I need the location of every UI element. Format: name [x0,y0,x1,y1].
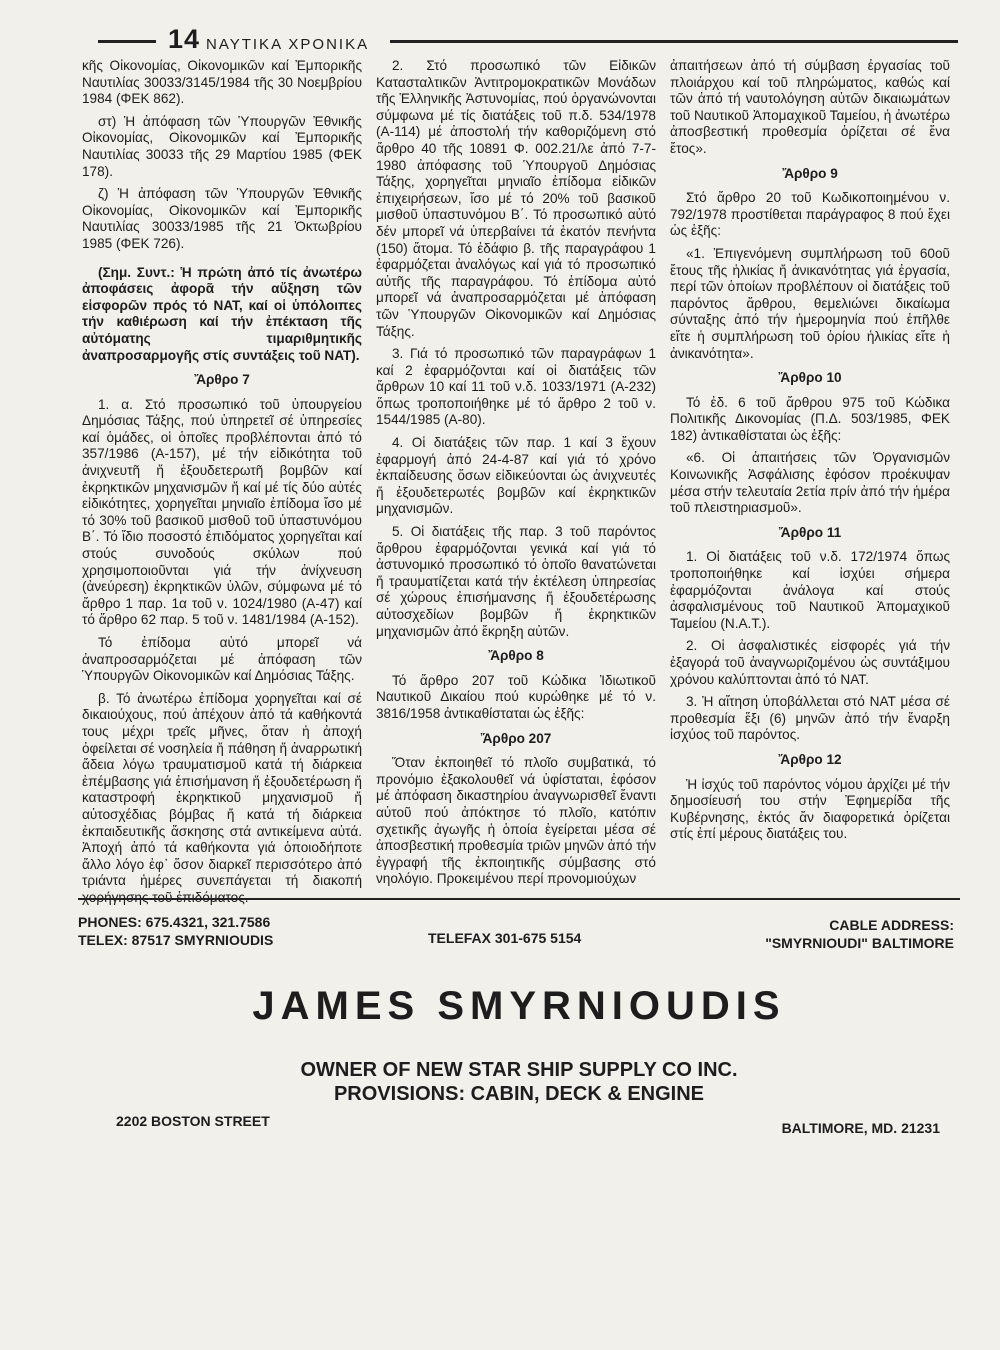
paragraph: 1. α. Στό προσωπικό τοῦ ὑπουργείου Δημόσιας Τάξης, πού ὑπηρετεῖ σέ ὑπηρεσίες καί ὁμάδες, οἱ ὁποῖες προβλέπονται ἀπό τό 357/1986 (Α-157), μέ τήν εἰδικότητα τοῦ ἀνιχνευτῆ ἤ ἐξουδετερωτῆ βομβῶν καί ἐκρηκτικῶν μηχανισμῶν ἤ καί μέ τίς δύο αὐτές εἰδικότητες, χορηγεῖται μηνιαῖο ἐπίδομα ἴσο μέ τό 30% τοῦ βασικοῦ μισθοῦ τοῦ ὑπαστυνόμου Β΄. Τό ἴδιο ποσοστό ἐπιδόματος χορηγεῖται καί στούς συνοδούς σκύλων πού χρησιμοποιοῦνται γιά τήν ἀνίχνευση (ἀνεύρεση) ἐκρηκτικῶν ὑλῶν, σύμφωνα μέ τό ἄρθρο 1 παρ. 1α τοῦ ν. 1024/1980 (Α-47) καί τό ἄρθρο 62 παρ. 5 τοῦ ν. 1481/1984 (Α-152). [82,396,362,628]
paragraph: Τό ἐδ. 6 τοῦ ἄρθρου 975 τοῦ Κώδικα Πολιτικῆς Δικονομίας (Π.Δ. 503/1985, ΦΕΚ 182) ἀντικαθίσταται ὡς ἑξῆς: [670,394,950,443]
column-2 [376,58,656,893]
header-rule-left [98,40,156,43]
advertisement [78,908,960,1248]
paragraph: β. Τό ἀνωτέρω ἐπίδομα χορηγεῖται καί σέ δικαιούχους, πού ἀπέχουν ἀπό τά καθήκοντά τους μέχρι τρεῖς μῆνες, ὅταν ἡ ἀποχή ὀφείλεται σέ νοσηλεία ἤ πάθηση ἤ ἀναρρωτική ἄδεια λόγω τραυματισμοῦ κατά τή διάρκεια ἐπέμβασης γιά ἐπισήμανση ἤ ἐξουδετέρωση ἤ καταστροφή ἐκρηκτικοῦ μηχανισμοῦ ἤ αὐτοσχέδιας βόμβας ἤ κατά τή διάρκεια ἐκπαιδευτικῆς ἄσκησης στά αντικείμενα αὐτά. Ἀποχή ἀπό τά καθήκοντα γιά ὁποιοδήποτε ἄλλο λόγο ἐφ᾽ ὅσον διαρκεῖ περισσότερο ἀπό τριάντα ἡμέρες συνεπάγεται τή διακοπή [82,690,362,889]
page-header [98,22,958,56]
paragraph: Τό ἐπίδομα αὐτό μπορεῖ νά ἀναπροσαρμόζεται μέ ἀπόφαση τῶν Ὑπουργῶν Οἰκονομικῶν καί Δημόσιας Τάξης. [82,635,362,684]
ad-description [78,1058,960,1106]
article-heading: Ἄρθρο 9 [782,165,838,181]
paragraph: Στό ἄρθρο 20 τοῦ Κωδικοποιημένου ν. 792/1978 προστίθεται παράγραφος 8 πού ἔχει ὡς ἑξῆς: [670,190,950,239]
paragraph: ἀπαιτήσεων ἀπό τή σύμβαση ἐργασίας τοῦ πλοιάρχου καί τοῦ πληρώματος, καθώς καί τῶν ἀπό τή ναυτολόγηση αὐτῶν δικαιωμάτων τοῦ Ναυτικοῦ Ἀπομαχικοῦ Ταμείου, ἡ ἀνωτέρω ἀποσβεστική προθεσμία ὁρίζεται σέ ἕνα ἔτος». [670,58,950,156]
ad-telex: TELEX: 87517 SMYRNIOUDIS [78,932,274,948]
ad-cable-label: CABLE ADDRESS: [829,917,954,933]
ad-contact-left [78,913,273,949]
column-3 [670,58,950,893]
article-heading: Ἄρθρο 12 [778,751,842,767]
ad-street: 2202 BOSTON STREET [116,1113,270,1129]
paragraph: Ἡ ἰσχύς τοῦ παρόντος νόμου ἀρχίζει μέ τήν δημοσίευσή του στήν Ἐφημερίδα τῆς Κυβέρνησης, ἐκτός ἄν διαφορετικά ὁρίζεται στίς ἐπί μέρους διατάξεις του. [670,776,950,842]
paragraph: 2. Οἱ ἀσφαλιστικές εἰσφορές γιά τήν ἐξαγορά τοῦ ἀναγνωριζομένου ὡς συντάξιμου χρόνου καλύπτονται ἀπό τό ΝΑΤ. [670,638,950,687]
paragraph: 3. Ἡ αἴτηση ὑποβάλλεται στό ΝΑΤ μέσα σέ προθεσμία ἕξι (6) μηνῶν ἀπό τήν ἔναρξη ἰσχύος τοῦ παρόντος. [670,694,950,743]
header-rule-right [390,40,958,43]
publication-title: ΝΑΥΤΙΚΑ ΧΡΟΝΙΚΑ [206,36,370,53]
editor-note: (Σημ. Συντ.: Ἡ πρώτη ἀπό τίς ἀνωτέρω ἀποφάσεις ἀφορᾶ τήν αὔξηση τῶν εἰσφορῶν πρός τό ΝΑΤ, καί οἱ ὑπόλοιπες τήν καθιέρωση καί τήν ἐπέκταση τῆς αὐτόματης τιμαριθμητικῆς ἀναπροσαρμογῆς στίς συντάξεις τοῦ ΝΑΤ). [82,264,362,363]
paragraph: 4. Οἱ διατάξεις τῶν παρ. 1 καί 3 ἔχουν ἐφαρμογή ἀπό 24-4-87 καί γιά τό χρόνο ἐκπαίδευσης ὅσων εἰδικεύονται ὡς ἀνιχνευτές ἤ ἐξουδετερωτές βομβῶν καί ἐκρηκτικῶν μηχανισμῶν. [376,435,656,517]
article-columns [82,58,958,893]
ad-telefax: TELEFAX 301-675 5154 [428,930,582,946]
ad-phones: PHONES: 675.4321, 321.7586 [78,914,271,930]
ad-cable [765,916,954,952]
paragraph: Ὅταν ἐκποιηθεῖ τό πλοῖο συμβατικά, τό προνόμιο ἐξακολουθεῖ νά ὑφίσταται, ἐφόσον μέ ἀπόφαση δικαστηρίου ἀναγνωρισθεῖ ἔναντι αὐτοῦ πού ἀπόκτησε τό πλοῖο, κατόπιν σχετικῆς ἀγωγῆς ἡ ὁποία ἐγείρεται μέσα σέ ἀποσβεστική προθεσμία τριῶν μηνῶν ἀπό τήν ἐγγραφή τῆς ἐκποιητικῆς σύμβασης στό νηολόγιο. Προκειμένου περί προνομιούχων [376,755,656,887]
paragraph: στ) Ἡ ἀπόφαση τῶν Ὑπουργῶν Ἐθνικῆς Οἰκονομίας, Οἰκονομικῶν καί Ἐμπορικῆς Ναυτιλίας 30033 τῆς 29 Μαρτίου 1985 (ΦΕΚ 178). [82,113,362,179]
article-heading: Ἄρθρο 10 [778,370,842,386]
paragraph: «1. Ἐπιγενόμενη συμπλήρωση τοῦ 60οῦ ἔτους τῆς ἡλικίας ἤ ἀνικανότητας γιά ἐργασία, περί τῶν ὁποίων προβλέπουν οἱ διατάξεις τοῦ παρόντος ἄρθρου, θεμελιώνει δικαίωμα σύνταξης ἀπό τήν ἡμερομηνία πού ἐπῆλθε εἴτε ἡ συμπλήρωση τοῦ ὁρίου ἡλικίας εἴτε ἡ ἀνικανότητα». [670,245,950,361]
paragraph: Τό ἄρθρο 207 τοῦ Κώδικα Ἰδιωτικοῦ Ναυτικοῦ Δικαίου πού κυρώθηκε μέ τό ν. 3816/1958 ἀντικαθίσταται ὡς ἑξῆς: [376,672,656,721]
paragraph: «6. Οἱ ἀπαιτήσεις τῶν Ὀργανισμῶν Κοινωνικῆς Ἀσφάλισης ἐφόσον προέκυψαν μέσα στήν τελευταία 2ετία πρίν ἀπό τήν ἡμέρα τοῦ πλειστηριασμοῦ». [670,450,950,516]
article-heading: Ἄρθρο 8 [488,648,544,664]
paragraph: 1. Οἱ διατάξεις τοῦ ν.δ. 172/1974 ὅπως τροποποιήθηκε καί ἰσχύει σήμερα ἐφαρμόζονται ἀνάλογα καί στούς ἀσφαλισμένους τοῦ Ναυτικοῦ Ἀπομαχικοῦ Ταμείου (Ν.Α.Τ.). [670,549,950,631]
ad-city: BALTIMORE, MD. 21231 [781,1120,940,1136]
paragraph: κῆς Οἰκονομίας, Οἰκονομικῶν καί Ἐμπορικῆς Ναυτιλίας 30033/3145/1984 τῆς 30 Νοεμβρίου 1984 (ΦΕΚ 862). [82,58,362,107]
paragraph: 5. Οἱ διατάξεις τῆς παρ. 3 τοῦ παρόντος ἄρθρου ἐφαρμόζονται γενικά καί γιά τό ἀστυνομικό προσωπικό τό ὁποῖο θανατώνεται ἤ τραυματίζεται κατά τήν ἐκτέλεση ὑπηρεσίας σέ χώρους ἐπισήμανσης ἤ ἐξουδετέρωσης αὐτοσχεδίων βομβῶν ἤ ἐκρηκτικῶν μηχανισμῶν ἀπό ἔκρηξη αὐτῶν. [376,524,656,639]
ad-provisions-line: PROVISIONS: CABIN, DECK & ENGINE [333,1083,705,1105]
page-number: 14 [168,24,201,54]
ad-company-name: JAMES SMYRNIOUDIS [252,984,786,1028]
paragraph: 3. Γιά τό προσωπικό τῶν παραγράφων 1 καί 2 ἐφαρμόζονται καί οἱ διατάξεις τῶν ἄρθρων 10 καί 11 τοῦ ν.δ. 1033/1971 (Α-232) ὅπως τροποποιήθηκε μέ τό ἄρθρο 2 τοῦ ν. 1544/1985 (Α-80). [376,346,656,428]
paragraph: ζ) Ἡ ἀπόφαση τῶν Ὑπουργῶν Ἐθνικῆς Οἰκονομίας, Οἰκονομικῶν καί Ἐμπορικῆς Ναυτιλίας 30033/1985 τῆς 21 Ὀκτωβρίου 1985 (ΦΕΚ 726). [82,186,362,251]
section-divider [78,898,960,900]
paragraph: 2. Στό προσωπικό τῶν Εἰδικῶν Κατασταλτικῶν Ἀντιτρομοκρατικῶν Μονάδων τῆς Ἑλληνικῆς Ἀστυνομίας, πού ὀργανώνονται σύμφωνα μέ τίς διατάξεις τοῦ π.δ. 534/1978 (Α-114) μέ ἀποστολή τήν καθοριζόμενη στό ἄρθρο 40 τῆς 10891 Φ. 002.21/λε ἀπό 7-7-1980 ἀπόφασης τοῦ Ὑπουργοῦ Δημόσιας Τάξης, χορηγεῖται μηνιαῖο ἐπίδομα εἰδικῶν ἐπιχειρήσεων, ἴσο μέ τό 20% τοῦ βασικοῦ μισθοῦ ὑπαστυνόμου Β΄. Τό προσωπικό αὐτό δέν μπορεῖ νά ὑπερβαίνει τά ἑκατόν πενήντα (150) ἄτομα. Τό ἐδάφιο β. τῆς παραγράφου 1 ἐφαρμόζεται ἀναλόγως καί γιά τό προσωπικό αὐτῆς τῆς παραγράφου. Τό ἐπίδομα αὐτό μπορεῖ νά ἀναπροσαρμόζεται μέ ἀπόφαση τῶν Ὑπουργῶν Οἰκονομικῶν καί Δημόσιας Τάξης. [376,58,656,339]
ad-cable-value: "SMYRNIOUDI" BALTIMORE [765,935,954,951]
article-heading: Ἄρθρο 7 [194,372,250,388]
article-heading: Ἄρθρο 207 [480,730,552,746]
article-heading: Ἄρθρο 11 [778,524,842,540]
ad-owner-line: OWNER OF NEW STAR SHIP SUPPLY CO INC. [300,1059,738,1081]
column-1 [82,58,362,893]
